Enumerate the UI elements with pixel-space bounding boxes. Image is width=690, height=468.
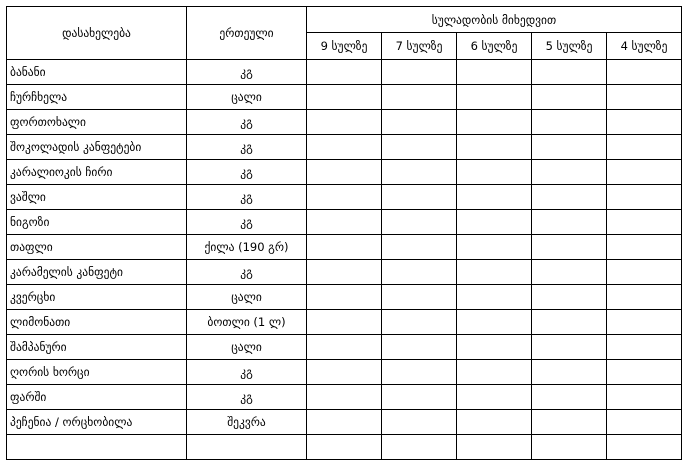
quantity-cell — [307, 310, 382, 335]
quantity-cell — [457, 210, 532, 235]
quantity-cell — [382, 335, 457, 360]
header-size-7: 7 სულზე — [382, 33, 457, 60]
quantity-cell — [382, 185, 457, 210]
quantity-cell — [307, 435, 382, 460]
quantity-cell — [457, 85, 532, 110]
table-row — [7, 110, 682, 135]
quantity-cell — [307, 185, 382, 210]
quantity-cell — [607, 435, 682, 460]
item-name-cell: კარალიოკის ჩირი — [7, 160, 187, 185]
quantity-cell — [307, 210, 382, 235]
header-size-9: 9 სულზე — [307, 33, 382, 60]
table-row — [7, 235, 682, 260]
item-name-cell: პეჩენია / ორცხობილა — [7, 410, 187, 435]
quantity-cell — [382, 210, 457, 235]
quantity-cell — [382, 85, 457, 110]
quantity-cell — [307, 385, 382, 410]
quantity-cell — [457, 185, 532, 210]
quantity-cell — [532, 210, 607, 235]
table-row — [7, 335, 682, 360]
item-name-cell: ფარში — [7, 385, 187, 410]
unit-cell: კგ — [187, 110, 307, 135]
quantity-cell — [607, 135, 682, 160]
table-row — [7, 135, 682, 160]
unit-cell: ცალი — [187, 85, 307, 110]
unit-cell: კგ — [187, 385, 307, 410]
quantity-cell — [532, 385, 607, 410]
quantity-cell — [532, 435, 607, 460]
quantity-cell — [607, 410, 682, 435]
quantity-cell — [532, 110, 607, 135]
household-goods-table — [6, 6, 682, 460]
quantity-cell — [532, 60, 607, 85]
quantity-cell — [532, 135, 607, 160]
quantity-cell — [382, 235, 457, 260]
unit-cell: კგ — [187, 135, 307, 160]
quantity-cell — [382, 385, 457, 410]
unit-cell — [187, 435, 307, 460]
unit-cell: ცალი — [187, 285, 307, 310]
item-name-cell: შამპანური — [7, 335, 187, 360]
table-row — [7, 310, 682, 335]
unit-cell: კგ — [187, 260, 307, 285]
quantity-cell — [307, 410, 382, 435]
unit-cell: კგ — [187, 185, 307, 210]
quantity-cell — [532, 260, 607, 285]
quantity-cell — [607, 360, 682, 385]
quantity-cell — [532, 335, 607, 360]
quantity-cell — [307, 335, 382, 360]
unit-cell: ცალი — [187, 335, 307, 360]
item-name-cell: ვაშლი — [7, 185, 187, 210]
quantity-cell — [382, 435, 457, 460]
item-name-cell — [7, 435, 187, 460]
table-row — [7, 435, 682, 460]
quantity-cell — [457, 235, 532, 260]
quantity-cell — [457, 335, 532, 360]
quantity-cell — [607, 310, 682, 335]
quantity-cell — [382, 110, 457, 135]
item-name-cell: ჩურჩხელა — [7, 85, 187, 110]
table-row — [7, 260, 682, 285]
unit-cell: შეკვრა — [187, 410, 307, 435]
table-row — [7, 210, 682, 235]
quantity-cell — [532, 310, 607, 335]
price-table-document — [6, 6, 682, 460]
header-size-6: 6 სულზე — [457, 33, 532, 60]
unit-cell: კგ — [187, 60, 307, 85]
quantity-cell — [457, 310, 532, 335]
quantity-cell — [307, 260, 382, 285]
quantity-cell — [532, 410, 607, 435]
quantity-cell — [457, 135, 532, 160]
unit-cell: კგ — [187, 160, 307, 185]
quantity-cell — [457, 285, 532, 310]
quantity-cell — [532, 160, 607, 185]
header-item: დასახელება — [7, 7, 187, 60]
quantity-cell — [532, 285, 607, 310]
header-size-5: 5 სულზე — [532, 33, 607, 60]
quantity-cell — [457, 60, 532, 85]
quantity-cell — [307, 235, 382, 260]
quantity-cell — [457, 435, 532, 460]
item-name-cell: ნიგოზი — [7, 210, 187, 235]
table-row — [7, 185, 682, 210]
quantity-cell — [607, 60, 682, 85]
quantity-cell — [457, 360, 532, 385]
table-row — [7, 160, 682, 185]
quantity-cell — [307, 360, 382, 385]
quantity-cell — [532, 360, 607, 385]
item-name-cell: კარამელის კანფეტი — [7, 260, 187, 285]
item-name-cell: ბანანი — [7, 60, 187, 85]
quantity-cell — [382, 260, 457, 285]
quantity-cell — [532, 185, 607, 210]
item-name-cell: შოკოლადის კანფეტები — [7, 135, 187, 160]
quantity-cell — [607, 260, 682, 285]
item-name-cell: თაფლი — [7, 235, 187, 260]
unit-cell: კგ — [187, 360, 307, 385]
quantity-cell — [607, 185, 682, 210]
item-name-cell: ღორის ხორცი — [7, 360, 187, 385]
quantity-cell — [457, 260, 532, 285]
quantity-cell — [457, 385, 532, 410]
header-household-group: სულადობის მიხედვით — [307, 7, 682, 33]
quantity-cell — [382, 410, 457, 435]
quantity-cell — [607, 285, 682, 310]
item-name-cell: ლიმონათი — [7, 310, 187, 335]
header-size-4: 4 სულზე — [607, 33, 682, 60]
unit-cell: ქილა (190 გრ) — [187, 235, 307, 260]
quantity-cell — [307, 60, 382, 85]
quantity-cell — [607, 110, 682, 135]
quantity-cell — [382, 360, 457, 385]
item-name-cell: კვერცხი — [7, 285, 187, 310]
table-row — [7, 85, 682, 110]
quantity-cell — [382, 135, 457, 160]
quantity-cell — [382, 160, 457, 185]
quantity-cell — [457, 110, 532, 135]
table-row — [7, 410, 682, 435]
header-unit: ერთეული — [187, 7, 307, 60]
table-row — [7, 360, 682, 385]
quantity-cell — [382, 60, 457, 85]
quantity-cell — [307, 160, 382, 185]
quantity-cell — [382, 285, 457, 310]
quantity-cell — [307, 110, 382, 135]
quantity-cell — [532, 85, 607, 110]
quantity-cell — [307, 85, 382, 110]
unit-cell: ბოთლი (1 ლ) — [187, 310, 307, 335]
table-row — [7, 385, 682, 410]
quantity-cell — [607, 85, 682, 110]
quantity-cell — [607, 160, 682, 185]
quantity-cell — [532, 235, 607, 260]
item-name-cell: ფორთოხალი — [7, 110, 187, 135]
unit-cell: კგ — [187, 210, 307, 235]
table-row — [7, 285, 682, 310]
quantity-cell — [607, 385, 682, 410]
quantity-cell — [457, 410, 532, 435]
table-row — [7, 60, 682, 85]
quantity-cell — [307, 285, 382, 310]
quantity-cell — [607, 235, 682, 260]
quantity-cell — [382, 310, 457, 335]
quantity-cell — [607, 335, 682, 360]
quantity-cell — [307, 135, 382, 160]
quantity-cell — [457, 160, 532, 185]
quantity-cell — [607, 210, 682, 235]
